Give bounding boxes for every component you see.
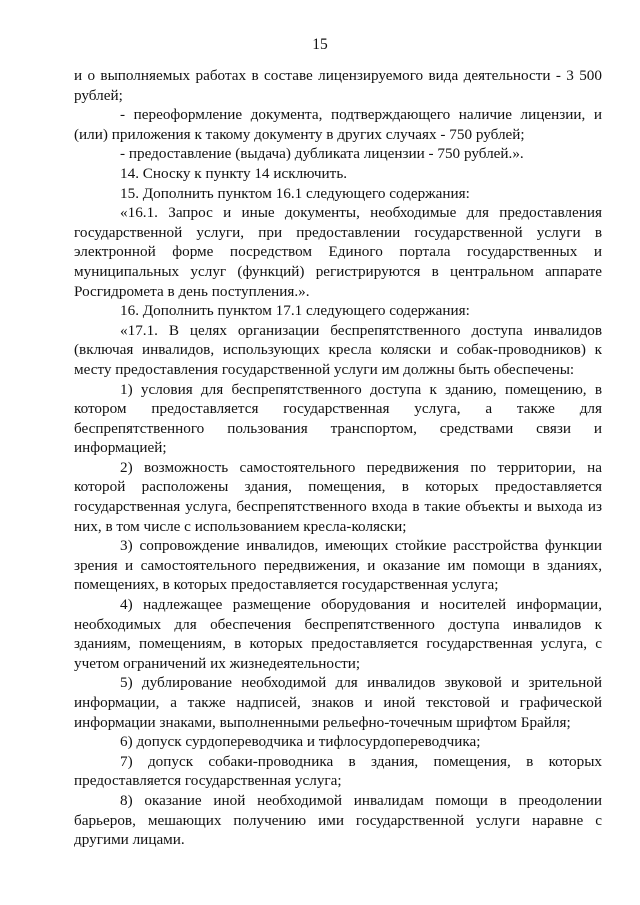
paragraph: - предоставление (выдача) дубликата лицензии - 750 рублей.». [120, 145, 524, 163]
paragraph: 3) сопровождение инвалидов, имеющих стойкие расстройства функции зрения и самостоятельного передвижения, и оказание им помощи в зданиях, помещениях, в которых предоставляется государственная услуга; [74, 537, 602, 594]
paragraph: 16. Дополнить пунктом 17.1 следующего содержания: [120, 302, 470, 320]
paragraph: 1) условия для беспрепятственного доступа к зданию, помещению, в котором предоставляется государственная услуга, а также для беспрепятственного пользования транспортом, средствами связи и информацией; [74, 380, 602, 457]
page-number: 15 [312, 36, 328, 53]
paragraph: 14. Сноску к пункту 14 исключить. [120, 164, 348, 182]
paragraph: 2) возможность самостоятельного передвижения по территории, на которой расположены здания, помещения, в которых предоставляется государственная услуга, беспрепятственного входа в такие объекты и выхода из них, в том числе с использованием кресла-коляски; [74, 458, 602, 535]
paragraph: и о выполняемых работах в составе лицензируемого вида деятельности - 3 500 рублей; [74, 67, 602, 104]
document-body [74, 66, 602, 850]
paragraph: 15. Дополнить пунктом 16.1 следующего содержания: [120, 184, 470, 202]
paragraph: 8) оказание иной необходимой инвалидам помощи в преодолении барьеров, мешающих получению ими государственной услуги наравне с другими лицами. [74, 791, 602, 849]
paragraph: «17.1. В целях организации беспрепятственного доступа инвалидов (включая инвалидов, использующих кресла коляски и собак-проводников) к месту предоставления государственной услуги им должны быть обеспечены: [74, 321, 602, 378]
paragraph: 7) допуск собаки-проводника в здания, помещения, в которых предоставляется государственная услуга; [74, 752, 602, 790]
paragraph: - переоформление документа, подтверждающего наличие лицензии, и (или) приложения к такому документу в других случаях - 750 рублей; [74, 106, 602, 143]
paragraph: 5) дублирование необходимой для инвалидов звуковой и зрительной информации, а также надписей, знаков и иной текстовой и графической информации знаками, выполненными рельефно-точечным шрифтом Брайля; [74, 674, 602, 731]
paragraph: 6) допуск сурдопереводчика и тифлосурдопереводчика; [120, 733, 481, 751]
paragraph: 4) надлежащее размещение оборудования и носителей информации, необходимых для обеспечения беспрепятственного доступа инвалидов к зданиям, помещениям, в которых предоставляется государственная услуга, с учетом ограничений их жизнедеятельности; [74, 596, 602, 672]
paragraph: «16.1. Запрос и иные документы, необходимые для предоставления государственной услуги, при предоставлении государственной услуги в электронной форме посредством Единого портала государственных и муниципальных услуг (функций) регистрируются в центральном аппарате Росгидромета в день поступления.». [74, 204, 602, 300]
